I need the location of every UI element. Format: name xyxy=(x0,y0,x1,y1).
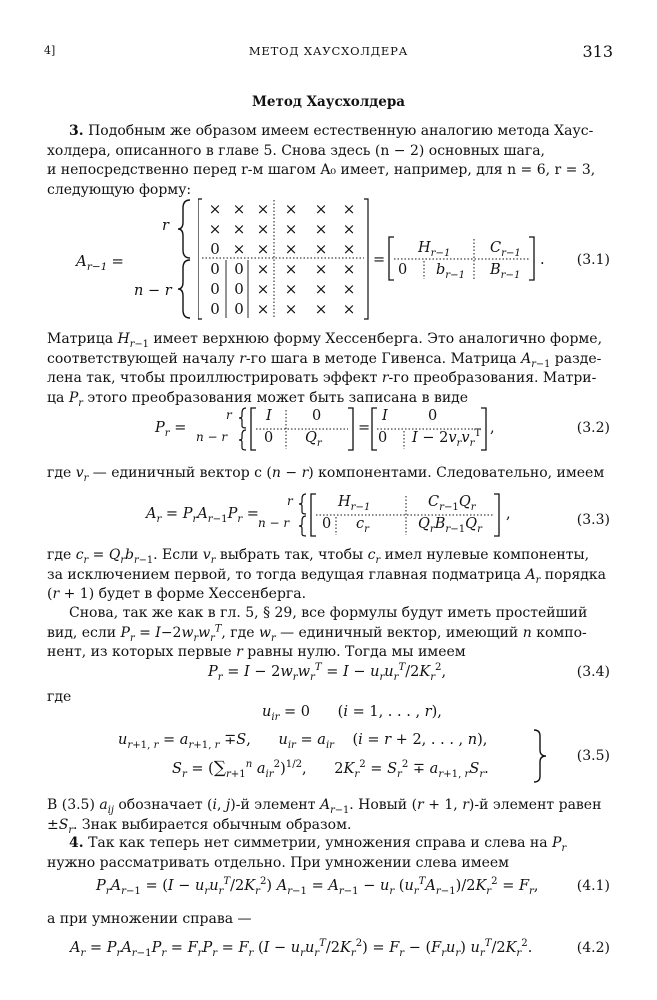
eq32-rhs-0-1: 0 xyxy=(428,408,438,424)
eq33-zero: 0 xyxy=(322,516,332,532)
paragraph-3 xyxy=(47,464,610,484)
eq31-rhs-C: $C_{r-1}$ xyxy=(490,240,521,259)
eq33-H: $H_{r-1}$ xyxy=(338,494,371,513)
eq31-matrix xyxy=(198,198,370,320)
eq32-r-label: r xyxy=(226,408,232,422)
matrix-cell: × xyxy=(284,260,298,278)
matrix-cell: × xyxy=(232,200,246,218)
eq33-number: (3.3) xyxy=(576,512,610,528)
para2-line3: лена так, чтобы проиллюстрировать эффект r-го преобразования. Матри- xyxy=(47,370,597,386)
matrix-cell: 0 xyxy=(210,240,220,258)
matrix-cell: × xyxy=(208,200,222,218)
item-number: 3. xyxy=(69,123,84,139)
matrix-cell: × xyxy=(232,240,246,258)
eq42-number: (4.2) xyxy=(576,940,610,956)
matrix-cell: × xyxy=(342,240,356,258)
eq34: $P_r = I - 2w_rw_r^T = I - u_ru_r^T/2K_r^2$, xyxy=(208,662,447,683)
eq31-r-label: r xyxy=(162,218,169,234)
eq31-number: (3.1) xyxy=(576,252,610,268)
matrix-cell: × xyxy=(314,200,328,218)
matrix-cell: × xyxy=(256,220,270,238)
running-title: МЕТОД ХАУСХОЛДЕРА xyxy=(248,44,409,58)
paragraph-1 xyxy=(47,122,610,200)
section-ref: 4] xyxy=(44,44,56,57)
eq32-rhs-expr: $I - 2v_rv_r^T$ xyxy=(412,428,482,449)
eq32-nr-label: n − r xyxy=(196,430,228,444)
paragraph-8 xyxy=(47,910,610,930)
matrix-cell: × xyxy=(314,300,328,318)
para5-line1: Снова, так же как в гл. 5, § 29, все формулы будут иметь простейший xyxy=(69,605,588,621)
matrix-cell: × xyxy=(342,280,356,298)
eq35-line1: $u_{ir} = 0$ (i = 1, . . . , r), xyxy=(262,704,442,723)
eq31-braces xyxy=(176,198,194,322)
eq32-Q: $Q_r$ xyxy=(305,430,322,449)
matrix-cell: 0 xyxy=(210,300,220,318)
eq31-rhs-H: $H_{r-1}$ xyxy=(418,240,451,259)
matrix-cell: × xyxy=(284,240,298,258)
eq35-line2: $u_{r+1, r} = a_{r+1, r} \mp S$, $u_{ir} = a_{ir}$ (i = r + 2, . . . , n), xyxy=(118,732,488,751)
eq35-line3: $S_r = (\sum_{r+1}^n$ $a_{ir}^2)^{1/2}$, $2K_r^2 = S_r^2 \mp a_{r+1, r}S_r$. xyxy=(172,758,489,780)
eq32-zero-2: 0 xyxy=(264,430,274,446)
section-title: Метод Хаусхолдера xyxy=(251,94,406,110)
matrix-cell: 0 xyxy=(234,300,244,318)
eq32-lhs-matrix xyxy=(238,406,356,452)
eq33-QBQ: $Q_rB_{r-1}Q_r$ xyxy=(418,516,482,535)
matrix-cell: × xyxy=(314,220,328,238)
matrix-cell: × xyxy=(256,300,270,318)
para7-line1: 4. Так как теперь нет симметрии, умножения справа и слева на $P_r$ xyxy=(69,835,567,854)
para5-line3: нент, из которых первые r равны нулю. Тогда мы имеем xyxy=(47,644,466,660)
eq32-equals: = xyxy=(358,420,371,436)
para4-line2: за исключением первой, то тогда ведущая главная подматрица $A_r$ порядка xyxy=(47,566,607,586)
paragraph-2 xyxy=(47,330,610,408)
eq31-nr-label: n − r xyxy=(134,283,172,299)
matrix-cell: × xyxy=(284,280,298,298)
para5-line2: вид, если $P_r = I-2w_rw_r^T$, где $w_r$ — единичный вектор, имеющий n компо- xyxy=(47,622,587,644)
page-number: 313 xyxy=(582,42,613,61)
matrix-cell: × xyxy=(256,240,270,258)
matrix-cell: × xyxy=(284,200,298,218)
matrix-cell: × xyxy=(208,220,222,238)
eq41-number: (4.1) xyxy=(576,878,610,894)
para1-line3: и непосредственно перед r-м шагом A₀ имеет, например, для n = 6, r = 3, xyxy=(47,162,596,178)
matrix-cell: × xyxy=(342,300,356,318)
para4-line1: где $c_r = Q_rb_{r-1}$. Если $v_r$ выбрать так, чтобы $c_r$ имел нулевые компоненты, xyxy=(47,547,590,566)
matrix-cell: × xyxy=(256,280,270,298)
eq41: $P_rA_{r-1} = (I - u_ru_r^T/2K_r^2) A_{r-1} = A_{r-1} - u_r$ $(u_r^TA_{r-1})/2K_r^2 = F_r$, xyxy=(96,876,539,897)
eq32-comma: , xyxy=(490,420,495,436)
paragraph-7 xyxy=(47,834,610,873)
matrix-cell: × xyxy=(284,220,298,238)
eq31-rhs-0: 0 xyxy=(398,262,408,278)
eq32-number: (3.2) xyxy=(576,420,610,436)
matrix-cell: × xyxy=(342,220,356,238)
para1-line2: холдера, описанного в главе 5. Снова здесь (n − 2) основных шага, xyxy=(47,142,546,159)
eq32-rhs-I: I xyxy=(382,408,388,424)
para4-line3: (r + 1) будет в форме Хессенберга. xyxy=(47,586,307,602)
matrix-cell: 0 xyxy=(234,260,244,278)
matrix-cell: × xyxy=(256,260,270,278)
matrix-cell: × xyxy=(284,300,298,318)
eq33-r-label: r xyxy=(287,494,293,508)
eq33-comma: , xyxy=(506,506,511,522)
eq32-zero-1: 0 xyxy=(312,408,322,424)
eq31-equals: = xyxy=(373,252,386,268)
para2-line1: Матрица $H_{r-1}$ имеет верхнюю форму Хессенберга. Это аналогично форме, xyxy=(47,331,603,350)
para1-line1: 3. Подобным же образом имеем естественную аналогию метода Хаус- xyxy=(69,123,594,139)
running-header xyxy=(44,42,613,62)
matrix-cell: 0 xyxy=(234,280,244,298)
eq42: $A_r = P_rA_{r-1}P_r = F_rP_r = F_r$ $(I - u_ru_r^T/2K_r^2) = F_r - (F_ru_r)$ $u_r^T/2K_r^2$. xyxy=(70,938,533,959)
para2-line2: соответствующей началу r-го шага в методе Гивенса. Матрица $A_{r-1}$ разде- xyxy=(47,350,602,370)
matrix-cell: × xyxy=(314,240,328,258)
matrix-cell: × xyxy=(232,220,246,238)
matrix-cell: × xyxy=(342,260,356,278)
paragraph-4 xyxy=(47,546,610,605)
para1-line4: следующую форму: xyxy=(47,181,192,198)
eq31-period: . xyxy=(540,252,545,268)
paragraph-5 xyxy=(47,604,610,663)
matrix-cell: × xyxy=(314,260,328,278)
eq35-brace xyxy=(532,728,548,784)
eq32-I: I xyxy=(266,408,272,424)
matrix-cell: 0 xyxy=(210,280,220,298)
para8-line1: а при умножении справа — xyxy=(47,911,252,927)
para3-line1: где $v_r$ — единичный вектор с (n − r) компонентами. Следовательно, имеем xyxy=(47,465,605,484)
matrix-cell: × xyxy=(314,280,328,298)
para6-line2: $\pm S_r$. Знак выбирается обычным образом. xyxy=(47,816,352,836)
para7-line2: нужно рассматривать отдельно. При умножении слева имеем xyxy=(47,854,510,871)
eq33-nr-label: n − r xyxy=(258,516,290,530)
eq32-rhs-0-2: 0 xyxy=(378,430,388,446)
matrix-cell: × xyxy=(342,200,356,218)
eq33-c: $c_r$ xyxy=(356,516,369,535)
eq32-lhs: $P_r$ = xyxy=(155,420,187,439)
item-number-4: 4. xyxy=(69,835,84,851)
eq31-lhs: $A_{r-1}$ = xyxy=(76,252,124,273)
eq31-rhs-B: $B_{r-1}$ xyxy=(490,262,521,281)
paragraph-6 xyxy=(47,796,610,835)
gde-label: где xyxy=(47,689,72,705)
eq33-C: $C_{r-1}Q_r$ xyxy=(428,494,476,513)
eq34-number: (3.4) xyxy=(576,664,610,680)
eq31-rhs-b: $b_{r-1}$ xyxy=(436,262,466,281)
matrix-cell: × xyxy=(256,200,270,218)
matrix-cell: 0 xyxy=(210,260,220,278)
para2-line4: ца $P_r$ этого преобразования может быть записана в виде xyxy=(47,389,469,409)
eq35-number: (3.5) xyxy=(576,748,610,764)
eq33-lhs: $A_r = P_rA_{r-1}P_r$ = xyxy=(146,506,259,525)
para6-line1: В (3.5) $a_{ij}$ обозначает (i, j)-й элемент $A_{r-1}$. Новый (r + 1, r)-й элемент равен xyxy=(47,797,602,816)
